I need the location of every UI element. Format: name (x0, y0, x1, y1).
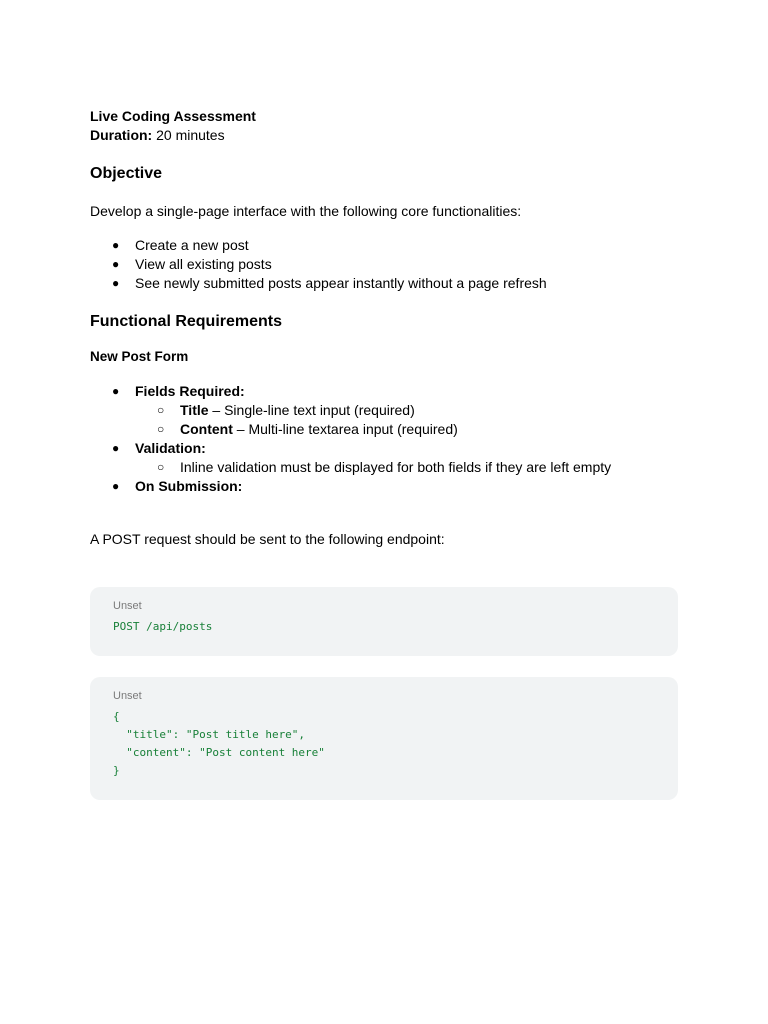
duration-label: Duration: (90, 127, 153, 143)
document-title: Live Coding Assessment (90, 108, 256, 124)
bullet-icon: ● (112, 441, 120, 455)
list-item: ● Create a new post (112, 237, 249, 253)
circle-bullet-icon: ○ (157, 422, 165, 436)
bullet-icon: ● (112, 384, 120, 398)
code-line: "content": "Post content here" (113, 746, 325, 759)
list-item: ● See newly submitted posts appear instantly without a page refresh (112, 275, 547, 291)
circle-bullet-icon: ○ (157, 460, 165, 474)
code-block-payload (90, 677, 678, 800)
objective-list (90, 236, 678, 293)
list-item-submission: ● On Submission: (112, 478, 243, 494)
code-language-label: Unset (113, 600, 142, 612)
objective-intro: Develop a single-page interface with the following core functionalities: (90, 203, 522, 219)
list-item: ○ Title – Single-line text input (required) (157, 402, 415, 418)
code-language-label: Unset (113, 690, 142, 702)
code-line: POST /api/posts (113, 620, 213, 633)
list-item: ○ Inline validation must be displayed for both fields if they are left empty (157, 459, 612, 475)
circle-bullet-icon: ○ (157, 403, 165, 417)
validation-sublist (135, 458, 678, 477)
objective-heading: Objective (90, 165, 163, 182)
requirements-heading: Functional Requirements (90, 313, 283, 330)
list-item-fields: ● Fields Required: ○ Title – Single-line text input (required) ○ Content – Multi-line textarea input (required) (90, 382, 678, 439)
duration-value: 20 minutes (152, 127, 225, 143)
bullet-icon: ● (112, 257, 120, 271)
list-item-validation: ● Validation: ○ Inline validation must be displayed for both fields if they are left empty (90, 439, 678, 477)
fields-sublist (135, 401, 678, 439)
document-body (90, 107, 678, 549)
form-heading: New Post Form (90, 349, 189, 364)
code-line: { (113, 710, 120, 723)
bullet-icon: ● (112, 479, 120, 493)
list-item: ○ Content – Multi-line textarea input (required) (157, 421, 458, 437)
code-block-endpoint (90, 587, 678, 656)
code-line: } (113, 764, 120, 777)
bullet-icon: ● (112, 238, 120, 252)
bullet-icon: ● (112, 276, 120, 290)
duration-line (90, 126, 678, 145)
code-line: "title": "Post title here", (113, 728, 306, 741)
requirements-list (90, 382, 678, 496)
list-item: ● View all existing posts (112, 256, 272, 272)
endpoint-text: A POST request should be sent to the following endpoint: (90, 531, 445, 547)
